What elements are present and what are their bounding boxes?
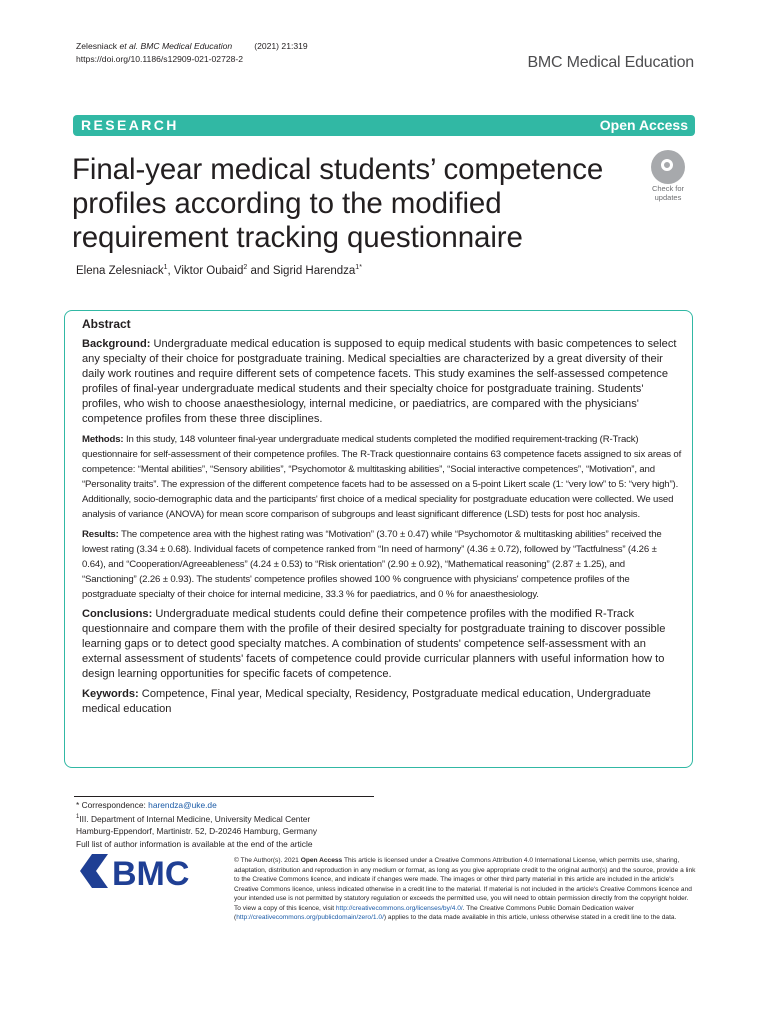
abstract-conclusions: Conclusions: Undergraduate medical students could define their competence profiles with the modified R-Track questionnaire and compare them with the profile of their desired specialty for postgraduate training to discover possible learning gaps or to detect good specialty matches. A combination of students' competence self-assessment with an external assessment of students' facets of competence could provide curricular planners with useful information how to design learning opportunities for specific facets of competence.: [82, 608, 666, 680]
footnote: * Correspondence: harendza@uke.de $^1$III. Department of Internal Medicine, University Medical Center Hamburg-Eppendorf, Martinistr. 52, D-20246 Hamburg, Germany Full list of author information is available at the end of the article: [76, 800, 318, 849]
author-3: Sigrid Harendza: [272, 264, 356, 277]
article-title: Final-year medical students’ competence profiles according to the modified requirement tracking questionnaire: [72, 153, 604, 254]
check-updates-icon: [651, 150, 685, 184]
article-type-label: RESEARCH: [81, 117, 179, 133]
author-1: Elena Zelesniack: [76, 264, 164, 277]
abstract-heading: Abstract: [82, 317, 131, 331]
abstract-box: [64, 310, 693, 768]
open-access-label: Open Access: [599, 117, 688, 133]
article-type-banner: [73, 115, 695, 136]
footnote-divider: [74, 796, 374, 797]
badge-line2: updates: [654, 193, 682, 202]
citation-author: Zelesniack: [76, 41, 118, 51]
cc-by-link[interactable]: http://creativecommons.org/licenses/by/4.0/: [335, 904, 463, 912]
check-for-updates-badge[interactable]: [640, 150, 696, 204]
author-list: Elena Zelesniack$^1$, Viktor Oubaid$^2$ and Sigrid Harendza$^{1*}$: [76, 264, 362, 277]
license-text: © The Author(s). 2021 Open Access This article is licensed under a Creative Commons Attribution 4.0 International License, which permits use, sharing, adaptation, distribution and reproduction in any medium or format, as long as you give appropriate credit to the original author(s) and the source, provide a link to the Creative Commons licence, and indicate if changes were made. The images or other third party material in this article are included in the article's Creative Commons licence, unless indicated otherwise in a credit line to the material. If material is not included in the article's Creative Commons licence and your intended use is not permitted by statutory regulation or exceeds the permitted use, you will need to obtain permission directly from the copyright holder. To view a copy of this licence, visit http://creativecommons.org/licenses/by/4.0/. The Creative Commons Public Domain Dedication waiver (http://creativecommons.org/publicdomain/zero/1.0/) applies to the data made available in this article, unless otherwise stated in a credit line to the data.: [234, 857, 696, 921]
abstract-keywords: Keywords: Competence, Final year, Medical specialty, Residency, Postgraduate medical education, Undergraduate medical education: [82, 688, 651, 715]
badge-line1: Check for: [651, 184, 685, 193]
abstract-methods: Methods: In this study, 148 volunteer final-year undergraduate medical students completed the modified requirement-tracking (R-Track) questionnaire for self-assessment of their competence profiles. The R-Track questionnaire contains 63 competence facets assigned to six areas of competence: “Mental abilities”, “Sensory abilities”, “Psychomotor & multitasking abilities”, “Social interactive competences”, “Motivation”, and “Personality traits”. The expression of the different competence facets had to be assessed on a 5-point Likert scale (1: “very low” to 5: “very high”). Additionally, socio-demographic data and the participants' first choice of a medical speciality for postgraduate education were collected. We used analysis of variance (ANOVA) for mean score comparison of subgroups and least significant difference (LSD) tests for post hoc analysis.: [82, 434, 682, 520]
affiliation-line1: III. Department of Internal Medicine, University Medical Center: [79, 814, 311, 825]
citation-year: (2021) 21:319: [254, 41, 308, 51]
bmc-logo: [80, 854, 214, 888]
journal-name: BMC Medical Education: [527, 54, 694, 71]
abstract-background: Background: Undergraduate medical education is supposed to equip medical students with basic competences to select any specialty of their choice for postgraduate training. Medical specialties are characterized by a great diversity of their daily work routines and require different sets of competence facets. This study examines the self-assessed competence profiles of final-year undergraduate medical students and their specialty choice for postgraduate training. Students' profiles, who wish to choose anaesthesiology, internal medicine, or paediatrics, are compared with the physicians' competence profiles from these three disciplines.: [82, 338, 677, 425]
author-info-note: Full list of author information is available at the end of the article: [76, 838, 313, 849]
doi-link[interactable]: https://doi.org/10.1186/s12909-021-02728-2: [76, 54, 244, 64]
author-2: Viktor Oubaid: [173, 264, 244, 277]
abstract-results: Results: The competence area with the highest rating was “Motivation” (3.70 ± 0.47) while “Psychomotor & multitasking abilities” received the lowest rating (3.34 ± 0.68). Individual facets of competence ranked from “In need of harmony” (4.36 ± 0.72), followed by “Tactfulness” (4.26 ± 0.64), and “Cooperation/Agreeableness” (4.24 ± 0.53) to “Risk orientation” (2.90 ± 0.92), “Mathematical reasoning” (2.87 ± 1.25), and “Sanctioning” (2.26 ± 0.93). The students' competence profiles showed 100 % congruence with physicians' competence profiles of the postgraduate specialty of their choice for internal medicine, 33.3 % for paediatrics, and 0 % for anaesthesiology.: [82, 529, 662, 600]
citation-etal: et al. BMC Medical Education: [119, 41, 233, 51]
affiliation-line2: Hamburg-Eppendorf, Martinistr. 52, D-20246 Hamburg, Germany: [76, 826, 318, 837]
svg-text:BMC: BMC: [112, 855, 190, 888]
cc-zero-link[interactable]: http://creativecommons.org/publicdomain/zero/1.0/: [236, 914, 384, 921]
correspondence-email[interactable]: harendza@uke.de: [148, 800, 217, 810]
citation-header: [76, 40, 308, 66]
